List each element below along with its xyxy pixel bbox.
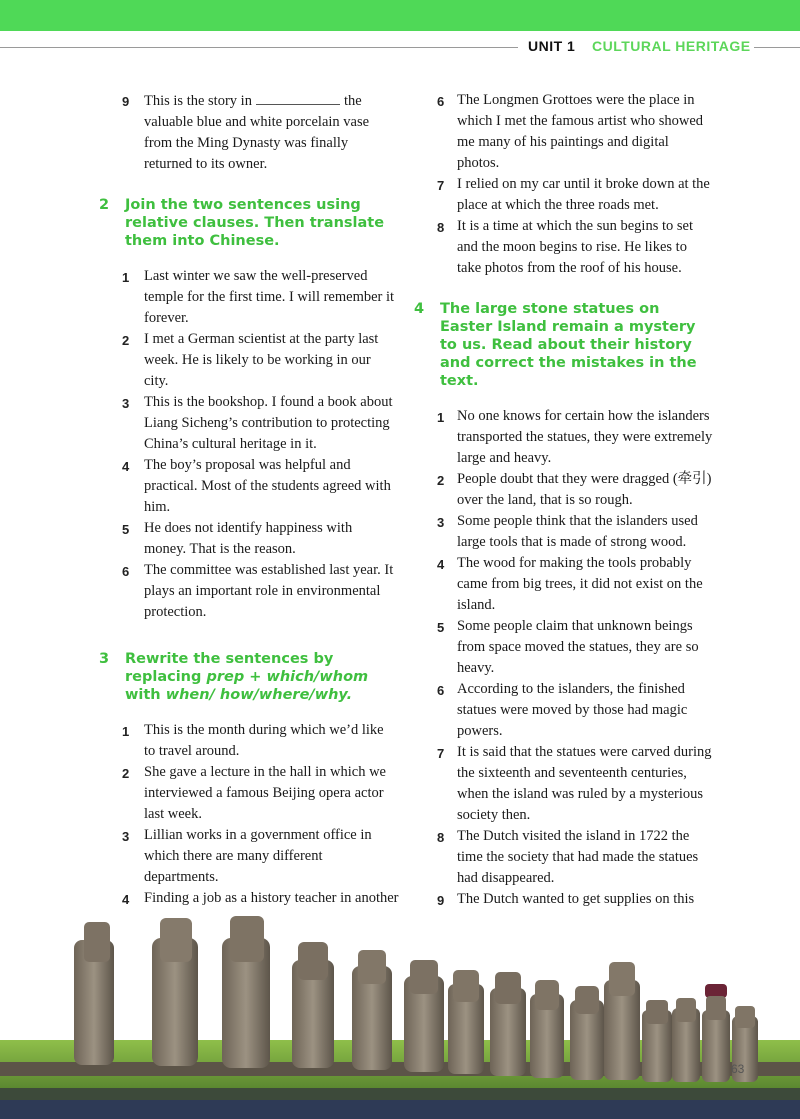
item-number: 1 (437, 410, 445, 425)
section-3-list-right (410, 90, 720, 279)
item-text: The boy’s proposal was helpful and practical. Most of the students agreed with him. (144, 457, 391, 515)
moai-head (735, 1006, 755, 1028)
moai-head (609, 962, 635, 996)
item-number: 6 (122, 564, 130, 579)
moai-head (646, 1000, 668, 1024)
item-number: 3 (437, 515, 445, 530)
item-text: This is the month during which we’d like to travel around. (144, 722, 384, 759)
top-color-bar (0, 0, 800, 31)
exercise-item (437, 553, 713, 616)
section-4-heading (414, 300, 710, 390)
item-text: According to the islanders, the finished statues were moved by those had magic powers. (457, 681, 688, 739)
exercise-item (122, 329, 396, 392)
exercise-item (437, 216, 713, 279)
exercise-item (122, 825, 400, 888)
item-text: The wood for making the tools probably came from big trees, it did not exist on the island. (457, 555, 703, 613)
exercise-item (437, 511, 713, 553)
item-text-after: the valuable blue and white porcelain vase from the Ming Dynasty was finally returned to its owner. (144, 93, 370, 172)
unit-theme: CULTURAL HERITAGE (592, 38, 751, 54)
item-text: The Dutch wanted to get supplies on this (457, 891, 695, 907)
moai-head (298, 942, 328, 980)
item-text: He does not identify happiness with money. That is the reason. (144, 520, 353, 557)
item-text: Finding a job as a history teacher in another (144, 890, 399, 906)
moai-head (84, 922, 110, 962)
exercise-item (122, 455, 404, 518)
item-text: It is said that the statues were carved during the sixteenth and seventeenth centuries, when the island was ruled by a mysterious society then. (457, 744, 712, 823)
item-text: The Dutch visited the island in 1722 the time the society that had made the statues had disappeared. (457, 828, 699, 886)
item-number: 4 (437, 557, 445, 572)
moai-statue (702, 1010, 730, 1082)
section-number: 3 (99, 651, 110, 667)
exercise-item (122, 266, 396, 329)
section-4-list (410, 406, 720, 952)
section-title-part1: Rewrite the sentences by replacing (125, 651, 334, 685)
exercise-item (437, 406, 713, 469)
item-text: Some people think that the islanders used large tools that is made of strong wood. (457, 513, 698, 550)
item-number: 4 (122, 459, 130, 474)
item-text: No one knows for certain how the islanders transported the statues, they were extremely large and heavy. (457, 408, 713, 466)
moai-head (160, 918, 192, 962)
item-text: I met a German scientist at the party last week. He is likely to be working in our city. (144, 331, 379, 389)
item-number: 2 (437, 473, 445, 488)
fill-in-blank[interactable] (256, 90, 340, 105)
right-column (410, 90, 720, 952)
item-text: It is a time at which the sun begins to set and the moon begins to rise. He likes to take photos from the roof of his house. (457, 218, 693, 276)
moai-head (706, 996, 726, 1020)
item-number: 3 (122, 829, 130, 844)
exercise-item (122, 560, 396, 623)
section-3-heading (99, 650, 405, 704)
easter-island-moai-photo (0, 910, 800, 1119)
left-column (0, 90, 410, 972)
item-text: The Longmen Grottoes were the place in which I met the famous artist who showed me many of his paintings and digital photos. (457, 92, 704, 171)
item-number: 3 (122, 396, 130, 411)
moai-head (453, 970, 479, 1002)
exercise-item (437, 469, 713, 511)
moai-head (410, 960, 438, 994)
moai-head (495, 972, 521, 1004)
exercise-item (437, 90, 713, 174)
exercise-item (122, 518, 396, 560)
exercise-item (437, 679, 713, 742)
section-2-list (0, 266, 410, 623)
exercise-item (437, 826, 713, 889)
item-number: 5 (122, 522, 130, 537)
page-number: 63 (731, 1062, 745, 1076)
exercise-item (122, 392, 396, 455)
section-number: 2 (99, 197, 110, 213)
moai-pukao-topknot (705, 984, 727, 998)
item-number: 5 (437, 620, 445, 635)
item-text: People doubt that they were dragged (牵引) over the land, that is so rough. (457, 471, 712, 508)
moai-head (230, 916, 264, 962)
exercise-item (437, 174, 713, 216)
section-2-heading (99, 196, 405, 250)
foreground-shadow (0, 1100, 800, 1119)
unit-label: UNIT 1 (528, 38, 576, 54)
section-title-italic1: prep + which/whom (206, 669, 369, 685)
item-number: 8 (437, 220, 445, 235)
section-title-italic2: when/ how/where/why (165, 687, 347, 703)
exercise-item (122, 90, 399, 175)
exercise-item (122, 762, 396, 825)
moai-head (676, 998, 696, 1022)
section-title-end: . (346, 687, 353, 703)
header-rule-right (754, 47, 800, 48)
item-number: 9 (122, 94, 130, 109)
item-number: 6 (437, 94, 445, 109)
section-title: Join the two sentences using relative clauses. Then translate them into Chinese. (125, 197, 385, 249)
section-title-part2: with (125, 687, 161, 703)
item-text: Some people claim that unknown beings from space moved the statues, they are so heavy. (457, 618, 699, 676)
item-number: 7 (437, 746, 445, 761)
item-text: The committee was established last year. It plays an important role in environmental protection. (144, 562, 394, 620)
item-number: 8 (437, 830, 445, 845)
running-header (0, 38, 800, 58)
item-text: Last winter we saw the well-preserved temple for the first time. I will remember it forever. (144, 268, 395, 326)
item-text: I relied on my car until it broke down at the place at which the three roads met. (457, 176, 710, 213)
header-rule-left (0, 47, 518, 48)
exercise-item (437, 742, 713, 826)
section-number: 4 (414, 301, 425, 317)
item-number: 1 (122, 270, 130, 285)
item-number: 2 (122, 766, 130, 781)
item-text-before: This is the story in (144, 93, 252, 109)
item-number: 7 (437, 178, 445, 193)
item-text: This is the bookshop. I found a book about Liang Sicheng’s contribution to protecting China’s cultural heritage in it. (144, 394, 393, 452)
moai-head (575, 986, 599, 1014)
exercise-item (122, 720, 396, 762)
moai-head (535, 980, 559, 1010)
item-text: She gave a lecture in the hall in which we interviewed a famous Beijing opera actor last week. (144, 764, 386, 822)
exercise-item (437, 616, 713, 679)
moai-head (358, 950, 386, 984)
item-number: 6 (437, 683, 445, 698)
item-number: 2 (122, 333, 130, 348)
item-number: 1 (122, 724, 130, 739)
item-number: 4 (122, 892, 130, 907)
item-text (144, 90, 399, 175)
section-title: The large stone statues on Easter Island remain a mystery to us. Read about their history and correct the mistakes in the text. (440, 301, 697, 389)
item-text: Lillian works in a government office in which there are many different departments. (144, 827, 372, 885)
item-number: 9 (437, 893, 445, 908)
